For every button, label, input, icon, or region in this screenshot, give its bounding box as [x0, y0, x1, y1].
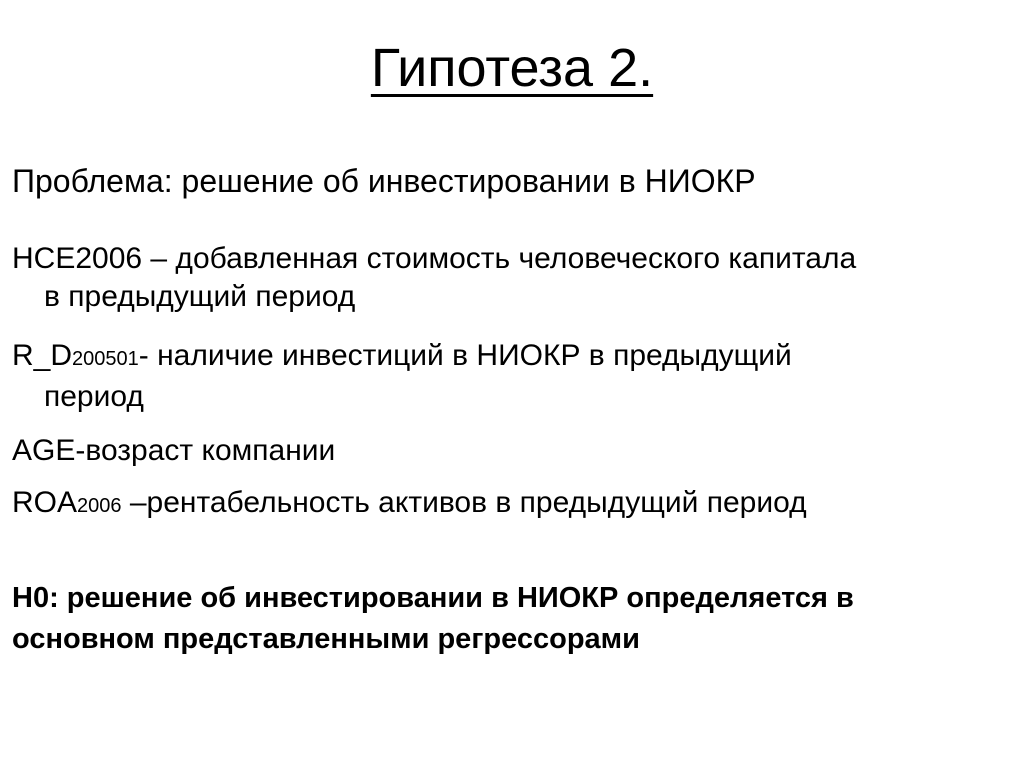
slide-title-text: Гипотеза 2.	[370, 38, 654, 98]
variable-age	[12, 432, 1022, 470]
null-hypothesis-line-2: основном представленными регрессорами	[12, 623, 640, 655]
variable-subscript: 2006	[77, 495, 122, 517]
slide-title	[0, 28, 1024, 108]
variable-name: R_D	[12, 339, 73, 372]
variable-r-d	[12, 337, 1022, 416]
variable-description: –рентабельность активов в предыдущий период	[121, 486, 807, 519]
variable-description: -возраст компании	[75, 434, 336, 467]
variable-description: - наличие инвестиций в НИОКР в предыдущий	[138, 339, 792, 372]
variable-description-cont: в предыдущий период	[44, 280, 356, 313]
null-hypothesis	[12, 578, 1022, 660]
variable-name: ROA	[12, 486, 78, 519]
null-hypothesis-line-1: H0: решение об инвестировании в НИОКР определяется в	[12, 582, 854, 614]
variable-name: AGE	[12, 434, 76, 467]
variable-description-cont: период	[44, 380, 144, 413]
problem-statement: Проблема: решение об инвестировании в НИОКР	[12, 163, 756, 199]
variable-roa	[12, 484, 1022, 525]
variable-name: HCE2006	[12, 242, 143, 275]
variable-hce2006	[12, 240, 1022, 316]
variable-description: – добавленная стоимость человеческого капитала	[142, 242, 857, 275]
variable-subscript: 200501	[72, 348, 139, 370]
